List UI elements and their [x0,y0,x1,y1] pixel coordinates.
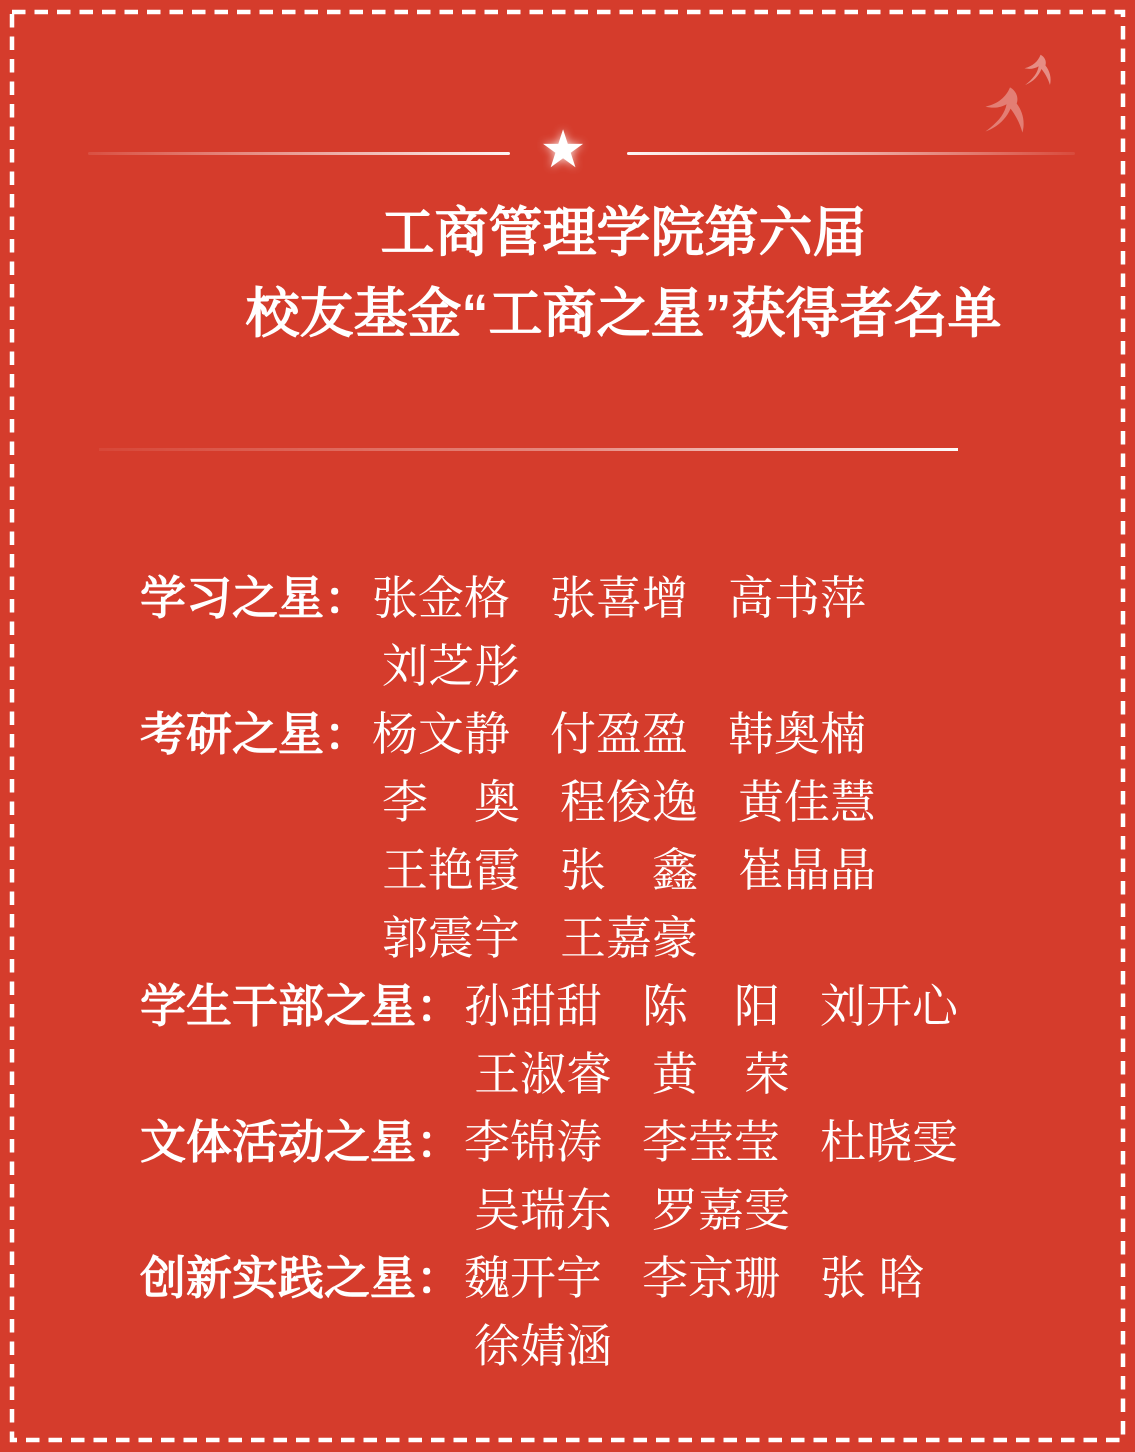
name-group [382,630,520,696]
awardee-name: 郭震宇 [382,912,520,964]
award-row [380,765,1115,833]
name-group [382,902,698,968]
name-group [474,1174,790,1240]
title-line-1: 工商管理学院第六届 [380,203,867,263]
name-group [474,1310,612,1376]
header-line-right [627,152,1075,155]
name-group [464,970,958,1036]
name-group [372,698,866,764]
awardee-name: 张 鑫 [560,844,698,896]
awardee-name: 刘开心 [820,980,958,1032]
award-row [380,901,1115,969]
birds-decoration [955,40,1075,140]
award-list [140,561,1115,1377]
awardee-name: 吴瑞东 [474,1184,612,1236]
awardee-name: 王淑睿 [474,1048,612,1100]
awardee-name: 张 晗 [820,1252,925,1304]
awardee-name: 杨文静 [372,708,510,760]
award-row [140,1241,1115,1309]
awardee-name: 张喜增 [550,572,688,624]
award-row [472,1173,1115,1241]
awardee-name: 韩奥楠 [728,708,866,760]
awardee-name: 李锦涛 [464,1116,602,1168]
name-group [474,1038,790,1104]
title-line-2: 校友基金“工商之星”获得者名单 [245,284,1002,344]
awardee-name: 刘芝彤 [382,640,520,692]
award-row [140,561,1115,629]
award-row [140,697,1115,765]
awardee-name: 陈 阳 [642,980,780,1032]
awardee-name: 罗嘉雯 [652,1184,790,1236]
awardee-name: 黄 荣 [652,1048,790,1100]
awardee-name: 黄佳慧 [738,776,876,828]
name-group [382,834,876,900]
category-label: 创新实践之星： [140,1252,462,1304]
awardee-name: 徐婧涵 [474,1320,612,1372]
award-row [140,969,1115,1037]
awardee-name: 程俊逸 [560,776,698,828]
award-row [140,1105,1115,1173]
bird-icon [982,87,1024,136]
bird-icon [1022,54,1051,88]
header-line-left [88,152,510,155]
award-row [472,1037,1115,1105]
awardee-name: 王艳霞 [382,844,520,896]
awardee-name: 崔晶晶 [738,844,876,896]
award-row [380,629,1115,697]
category-label: 学生干部之星： [140,980,462,1032]
star-icon: ★ [539,120,587,179]
awardee-name: 杜晓雯 [820,1116,958,1168]
name-group [464,1106,958,1172]
category-label: 文体活动之星： [140,1116,462,1168]
awardee-name: 孙甜甜 [464,980,602,1032]
poster-title [0,193,1135,355]
category-label: 学习之星： [140,572,370,624]
name-group [464,1242,925,1308]
award-row [472,1309,1115,1377]
name-group [382,766,876,832]
awardee-name: 王嘉豪 [560,912,698,964]
awardee-name: 张金格 [372,572,510,624]
award-row [380,833,1115,901]
awardee-name: 李莹莹 [642,1116,780,1168]
awardee-name: 付盈盈 [550,708,688,760]
awardee-name: 高书萍 [728,572,866,624]
awardee-name: 李京珊 [642,1252,780,1304]
awardee-name: 魏开宇 [464,1252,602,1304]
category-label: 考研之星： [140,708,370,760]
awardee-name: 李 奥 [382,776,520,828]
name-group [372,562,866,628]
title-divider [99,448,958,451]
